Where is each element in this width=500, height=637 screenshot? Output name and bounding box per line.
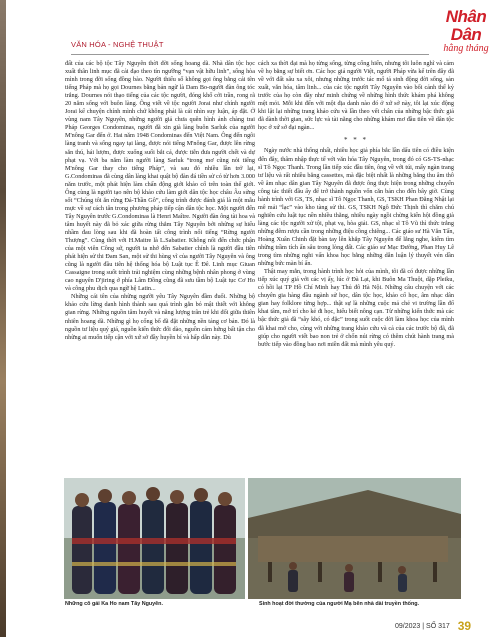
- logo-main-text: Nhân Dân: [445, 7, 487, 44]
- paragraph: Thật may mắn, trong hành trình học hỏi của mình, tôi đã có được những lần tiếp xúc quý giá với các vị ấy, lúc ở Đà Lạt, khi Buôn Ma Thuột, dặp Pleiku, có hồi lại TP Hồ Chí Minh hay Thủ đô Hà Nội. Những câu chuyện với các chuyên gia hàng đầu ngành sử học, dân tộc học, khảo cổ học, âm nhạc dân gian hay folklore từng hợp... thật sự là những cuộc mả chẻ vi trường lần đổ khai tâm, mở trí cho kẻ đi học, hiểu biết nông cạn. Từ những kiến thức mà các bậc thức giả đã “sẵy khó, có đặc” trong suốt cuộc đời làm khoa học của mình đã khai mở cho, cùng với những trang khảo cứu và cả của các trước bộ đã, đã giúp cho người viết bao non trẻ ở chốn núi rừng có thêm chút hành trang mà bước tiếp vào đồng bao nơi miền đất mà mình yêu quý.: [258, 268, 454, 348]
- photo-group-girls-illustration: [64, 478, 245, 599]
- footer-divider: |: [422, 623, 427, 630]
- page-number: 39: [457, 619, 472, 633]
- photo-caption-left: Những cô gái Ka Ho nam Tây Nguyên.: [65, 601, 163, 607]
- page-footer: [395, 619, 471, 633]
- paragraph: đất của các bộ tộc Tây Nguyên thời đời sống hoang dã. Nhà dân tộc học xuất thân linh mục đã cải đạo theo tín ngưỡng “vạn vật hữu linh”, sống hòa mình trong đời sống đồng bào. Người thiểu số không gọi ông bằng cái tên tiếng Pháp mà họ gọi Dournes bằng bản ngữ là Dam Bo-người đàn ông tóc trắng. Dournes nói thạo tiếng của các tộc người, đóng khố cởi trần, rong rã 20 năm sống với buôn làng. Ông viết về tộc người Jorai như chính người Jorai kể chuyện chính mình chứ không phải là cái nhìn suy luận, áp đặt. Ở vùng nam Tây Nguyên, những người giả chưa quên hình ảnh chàng trai Pháp Georges Condominas, người đã xin già làng buôn Sarluk của người M'nông Gar đến ở. Hai năm 1948 Condominas đến Việt Nam. Ông đến ngôi làng tranh và sống ngay tại làng, được nói tiếng M'nông Gar, được lên rừng săn thú, hái lượm, được xuống suối bắt cá, được tiễn đưa người chết và dự phạt vạ. Với ba năm làm người làng Sarluk “trong mơ cũng nói tiếng M'nông Gar thay cho tiếng Pháp”, và sau đó nhiều lần trở lại, G.Condominas đã cùng dân làng khai quật bộ đàn đá tiền sử có từ hơn 3.000 năm trước, một phát hiện làm chấn động giới khảo cổ trên toàn thế giới. Ông cùng là người tạo nên bộ khảo cứu làm giới dân tộc học châu Âu sửng sốt “Chúng tôi ăn rừng Đá-Thần Gô”, công trình được đánh giá là một mẫu mực về sự cách tân trong phương pháp tiếp cận dân tộc học. Một người đến Tây Nguyên trước G.Condominas là Henri Maître. Người đàn ông tài hoa và tâm huyết này đã bỏ xác giữa rừng thẳm Tây Nguyên bởi những sự hiểu nhầm đau lòng sau khi đã hoàn tất công trình nổi tiếng “Rừng người Thượng”. Cùng thời với H.Maitre là L.Sabatier. Không nổi đến chức phận của một viên Công sứ, người ta nhớ đến Sabatier chính là người đầu tiên phát hiện sử thi Đam San, một sử thi hùng vĩ của người Tây Nguyên và ông cũng là người đầu tiên hệ thống hóa bộ Luật tục Ê Đê. Linh mục Giuan Cassaigne trong suốt trình trải nghiệm cùng những bệnh nhân phong ở vùng cao nguyên D'jiring ở phía Lâm Đồng cũng đã sưu tầm bộ Luật tục Cơ Ho và công phu dịch qua ngữ hệ Latin...: [65, 60, 255, 293]
- logo-sub-text: hằng tháng: [443, 43, 489, 54]
- issue-number: SỐ 317: [426, 623, 450, 630]
- paragraph: cách xa thời đại mà họ từng sống, từng cống hiến, nhưng tôi luôn nghĩ và cảm về họ bằng sự biết ơn. Các học giả người Việt, người Pháp vừa kể trên đây đã về với đất sâu xa xôi, nhưng những trước tác mổ tả sinh động đời sống, sản xuất, văn hóa, tâm linh... của các tộc người Tây Nguyên vào bối cảnh thế kỷ trước của họ còn đây như minh chứng về những hình thức khám phá không mệt mỏi. Mỗi khi đến với một địa danh nào đó ở xứ sở này, tôi lại xúc động khi lật lại những trang khảo cứu và lần theo vết chân của những bậc thức giả đã dành thời gian, sức lực và tài năng cho những khám mơ đầu tiên về dân tộc học ở xứ sở đại ngàn...: [258, 60, 454, 132]
- photo-group-girls: [64, 478, 245, 599]
- article-column-right: [258, 60, 454, 349]
- section-separator: * * *: [344, 136, 368, 145]
- paragraph: Những cái tên của những người yêu Tây Nguyên đầm đuối. Những bộ khảo cứu lừng danh hình thành sau quá trình gắn bó mật thiết với không gian rừng. Những nguồn tâm huyết và năng lượng trân trẻ khi đối giữa thiên nhiên hoang dã. Những gì họ cống bố đã đặt những nền tảng cơ bản. Đó là nguồn tư liệu quý giá, nguồn kiến thức đối dào, nguồn cảm hứng bất tận cho những ai muốn tiếp cận với xứ sở đầy huyền bí và hấp dẫn này. Dù: [65, 293, 255, 341]
- photo-longhouse-village: [248, 478, 461, 599]
- paragraph: Ngày nước nhà thống nhất, nhiều học giả phía bắc lần dấu tiên có điều kiện đến đây, thâm nhập thực tế với văn hóa Tây Nguyên, trong đó có GS-TS-nhạc sĩ Tô Ngọc Thanh. Trong lần tiếp xúc đầu tiên, ông về với túi, mấy ngàn trang tư liệu và rất nhiều băng cassettes, mà đặc biệt nhất là những băng thu âm thô về âm nhạc dân gian Tây Nguyên đã được ông thực hiện trong những chuyến công tác thiết đầu ấy để trở thành nguồn vốn căn bản cho đến bây giờ. Cùng hành trình với GS, TS, nhạc sĩ Tô Ngọc Thanh, GS, TSKH Phan Đăng Nhật lại mê mải “lạc” vào kho tàng sử thi. GS, TSKH Ngô Đức Thịnh thì chăm chú nghiên cứu luật tục nền nhiều thăng, nhiều ngày ngồi chừng kiến hội đồng già làng các tộc người xử tội, phạt vạ, hòa giải. GS, nhạc sĩ Tô Vũ thì thức trắng những đêm rượu cần trong những điệu cồng chiêng... Các giáo sư Hà Văn Tấn, Hoàng Xuân Chinh đặt bàn tay lên khắp Tây Nguyên để lắng nghe, kiếm tìm những trầm tích ẩn sâu trong lòng đất. Các giáo sư Mạc Đường, Phan Huy Lê trong tìm những nghi vấn khoa học bằng những dẫn luận lý thuyết vén dần những bức màn bí ẩn.: [258, 147, 454, 268]
- photo-longhouse-illustration: [248, 478, 461, 599]
- article-column-left: [65, 60, 255, 342]
- section-label: VĂN HÓA - NGHỆ THUẬT: [71, 40, 164, 49]
- left-edge-image-strip: [0, 0, 6, 637]
- header-rule: [71, 54, 429, 55]
- photo-caption-right: Sinh hoạt đời thường của người Mạ bên nhà dài truyền thống.: [259, 601, 420, 607]
- issue-date: 09/2023: [395, 623, 421, 630]
- publication-logo: [436, 8, 496, 56]
